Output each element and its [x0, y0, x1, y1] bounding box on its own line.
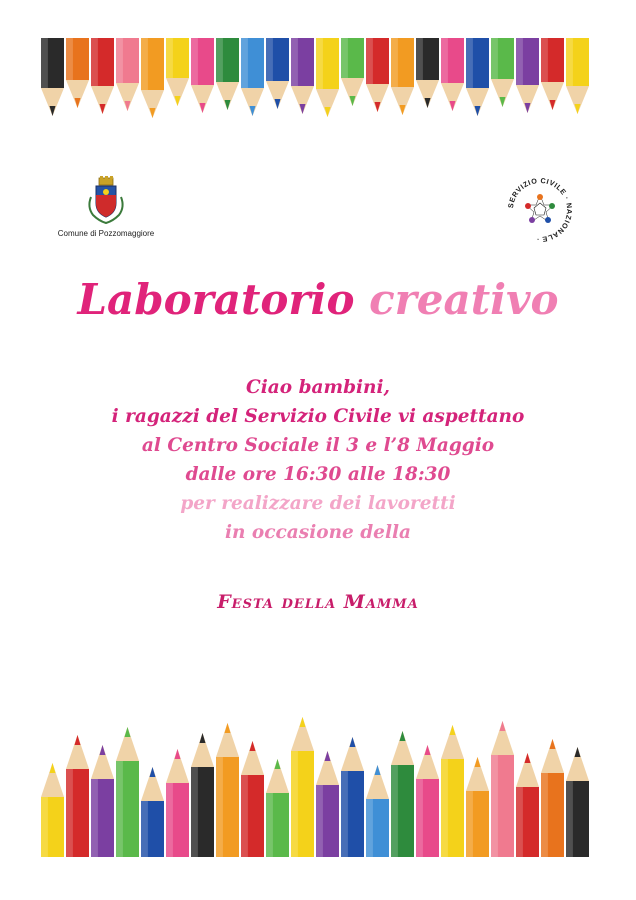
- pencil-icon: [291, 38, 314, 114]
- title-word-2: creativo: [369, 275, 559, 324]
- pencil-icon: [366, 765, 389, 857]
- page-title: [0, 272, 636, 328]
- pencil-icon: [491, 38, 514, 107]
- pencil-icon: [141, 38, 164, 118]
- pencil-icon: [491, 721, 514, 857]
- bottom-pencils-decoration: [40, 705, 590, 857]
- body-line-5: per realizzare dei lavoretti: [180, 493, 456, 514]
- pencil-icon: [391, 731, 414, 857]
- pencil-icon: [316, 38, 339, 117]
- pencil-icon: [516, 38, 539, 113]
- pencil-icon: [391, 38, 414, 115]
- pencil-icon: [416, 745, 439, 857]
- pencil-icon: [91, 38, 114, 114]
- pencil-icon: [91, 745, 114, 857]
- pencil-icon: [41, 763, 64, 857]
- comune-caption: Comune di Pozzomaggiore: [57, 229, 155, 238]
- pencil-icon: [191, 733, 214, 857]
- comune-logo: [46, 175, 166, 245]
- pencil-icon: [141, 767, 164, 857]
- pencil-icon: [441, 38, 464, 111]
- pencil-icon: [166, 749, 189, 857]
- logo-ring-text: SERVIZIO CIVILE · NAZIONALE ·: [505, 175, 575, 245]
- pencil-icon: [416, 38, 439, 108]
- pencil-icon: [541, 739, 564, 857]
- pencil-icon: [341, 38, 364, 106]
- pencil-icon: [66, 38, 89, 108]
- pencil-icon: [316, 751, 339, 857]
- pencil-icon: [266, 759, 289, 857]
- pencil-icon: [116, 727, 139, 857]
- invitation-text: [0, 373, 636, 547]
- pencil-icon: [366, 38, 389, 112]
- body-line-2: i ragazzi del Servizio Civile vi aspettano: [111, 406, 525, 427]
- body-line-6: in occasione della: [225, 522, 411, 543]
- pencil-icon: [516, 753, 539, 857]
- body-line-1: Ciao bambini,: [246, 377, 390, 398]
- pencil-icon: [266, 38, 289, 109]
- pencil-icon: [66, 735, 89, 857]
- event-name: Festa della Mamma: [217, 591, 419, 613]
- pencil-icon: [566, 38, 589, 114]
- pencil-icon: [116, 38, 139, 111]
- pencil-icon: [566, 747, 589, 857]
- pencil-icon: [466, 38, 489, 116]
- pencil-icon: [241, 38, 264, 116]
- servizio-civile-logo: [500, 170, 580, 250]
- pencil-icon: [341, 737, 364, 857]
- top-pencils-decoration: [40, 38, 590, 130]
- body-line-3: al Centro Sociale il 3 e l’8 Maggio: [141, 435, 495, 456]
- pencil-icon: [216, 723, 239, 857]
- pencil-icon: [466, 757, 489, 857]
- pencil-icon: [216, 38, 239, 110]
- pencil-icon: [191, 38, 214, 113]
- pencil-icon: [166, 38, 189, 106]
- body-line-4: dalle ore 16:30 alle 18:30: [185, 464, 451, 485]
- servizio-civile-star-icon: [500, 170, 580, 250]
- pencil-icon: [441, 725, 464, 857]
- coat-of-arms-icon: [85, 175, 127, 225]
- title-word-1: Laboratorio: [77, 275, 355, 324]
- pencil-icon: [291, 717, 314, 857]
- pencil-icon: [541, 38, 564, 110]
- pencil-icon: [41, 38, 64, 116]
- pencil-icon: [241, 741, 264, 857]
